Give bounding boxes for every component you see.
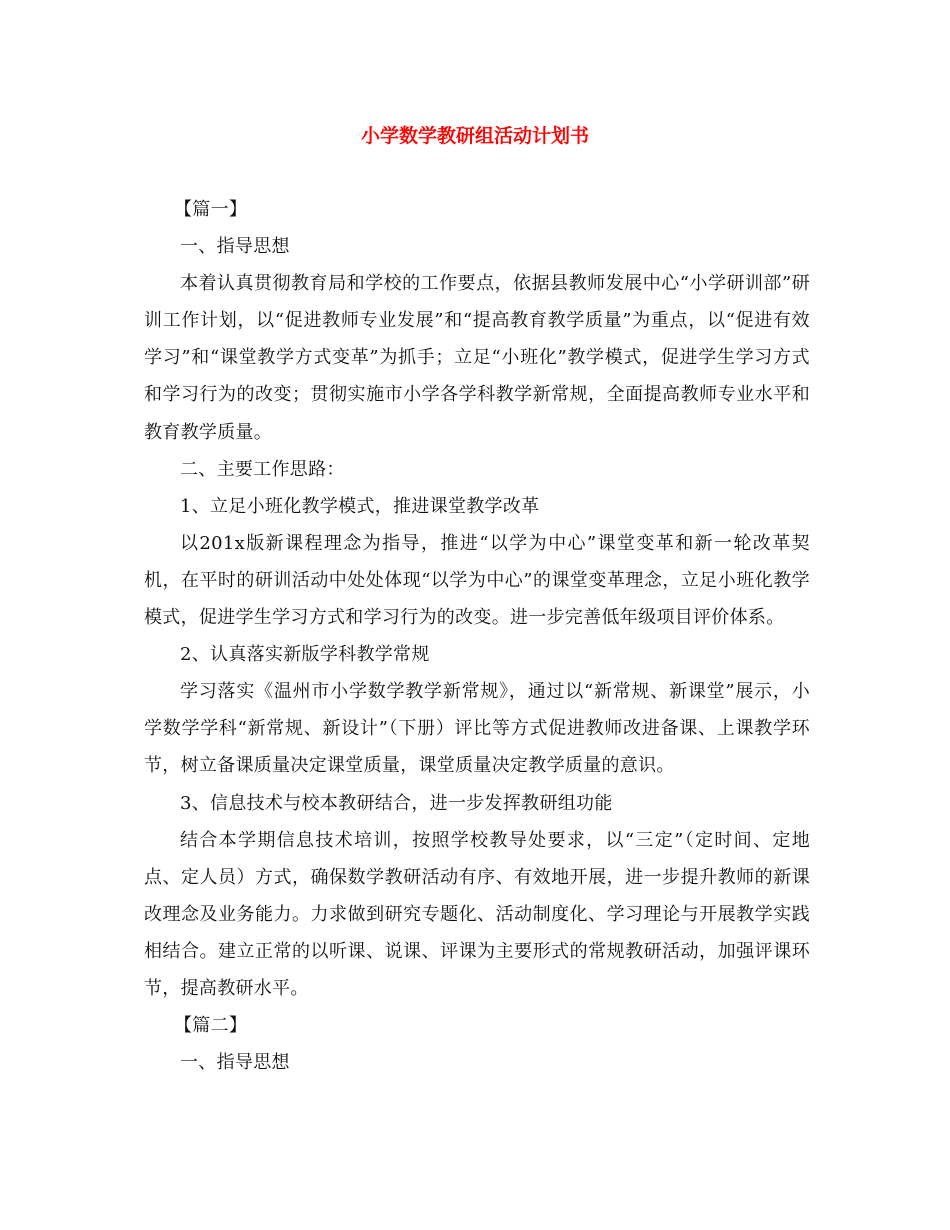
subheading-small-class: 1、立足小班化教学模式，推进课堂教学改革 — [180, 495, 540, 517]
heading-guiding-thought-2: 一、指导思想 — [180, 1052, 290, 1074]
paragraph-guiding-thought: 本着认真贯彻教育局和学校的工作要点，依据县教师发展中心“小学研训部”研训工作计划，以“促进教师专业发展”和“提高教育教学质量”为重点，以“促进有效学习”和“课堂教学方式变革”为抓手；立足“小班化”教学模式，促进学生学习方式和学习行为的改变；贯彻实施市小学各学科教学新常规，全面提高教师专业水平和教育教学质量。 — [144, 273, 810, 443]
document-body — [144, 191, 810, 1081]
subheading-it-research: 3、信息技术与校本教研结合，进一步发挥教研组功能 — [180, 792, 613, 814]
section-label-2: 【篇二】 — [174, 1015, 248, 1037]
paragraph-it-research: 结合本学期信息技术培训，按照学校教导处要求，以“三定”（定时间、定地点、定人员）方式，确保数学教研活动有序、有效地开展，进一步提升教师的新课改理念及业务能力。力求做到研究专题化、活动制度化、学习理论与开展教学实践相结合。建立正常的以听课、说课、评课为主要形式的常规教研活动，加强评课环节，提高教研水平。 — [144, 829, 810, 999]
section-label-1: 【篇一】 — [174, 199, 248, 220]
heading-main-ideas: 二、主要工作思路： — [180, 458, 345, 480]
heading-guiding-thought: 一、指导思想 — [180, 236, 290, 258]
document-title: 小学数学教研组活动计划书 — [360, 125, 589, 147]
paragraph-small-class: 以201x版新课程理念为指导，推进“以学为中心”课堂变革和新一轮改革契机，在平时的研训活动中处处体现“以学为中心”的课堂变革理念，立足小班化教学模式，促进学生学习方式和学习行为的改变。进一步完善低年级项目评价体系。 — [144, 532, 810, 629]
subheading-teaching-routine: 2、认真落实新版学科教学常规 — [180, 644, 430, 666]
paragraph-teaching-routine: 学习落实《温州市小学数学教学新常规》，通过以“新常规、新课堂”展示，小学数学学科“新常规、新设计”（下册）评比等方式促进教师改进备课、上课教学环节，树立备课质量决定课堂质量，课堂质量决定教学质量的意识。 — [144, 681, 810, 777]
